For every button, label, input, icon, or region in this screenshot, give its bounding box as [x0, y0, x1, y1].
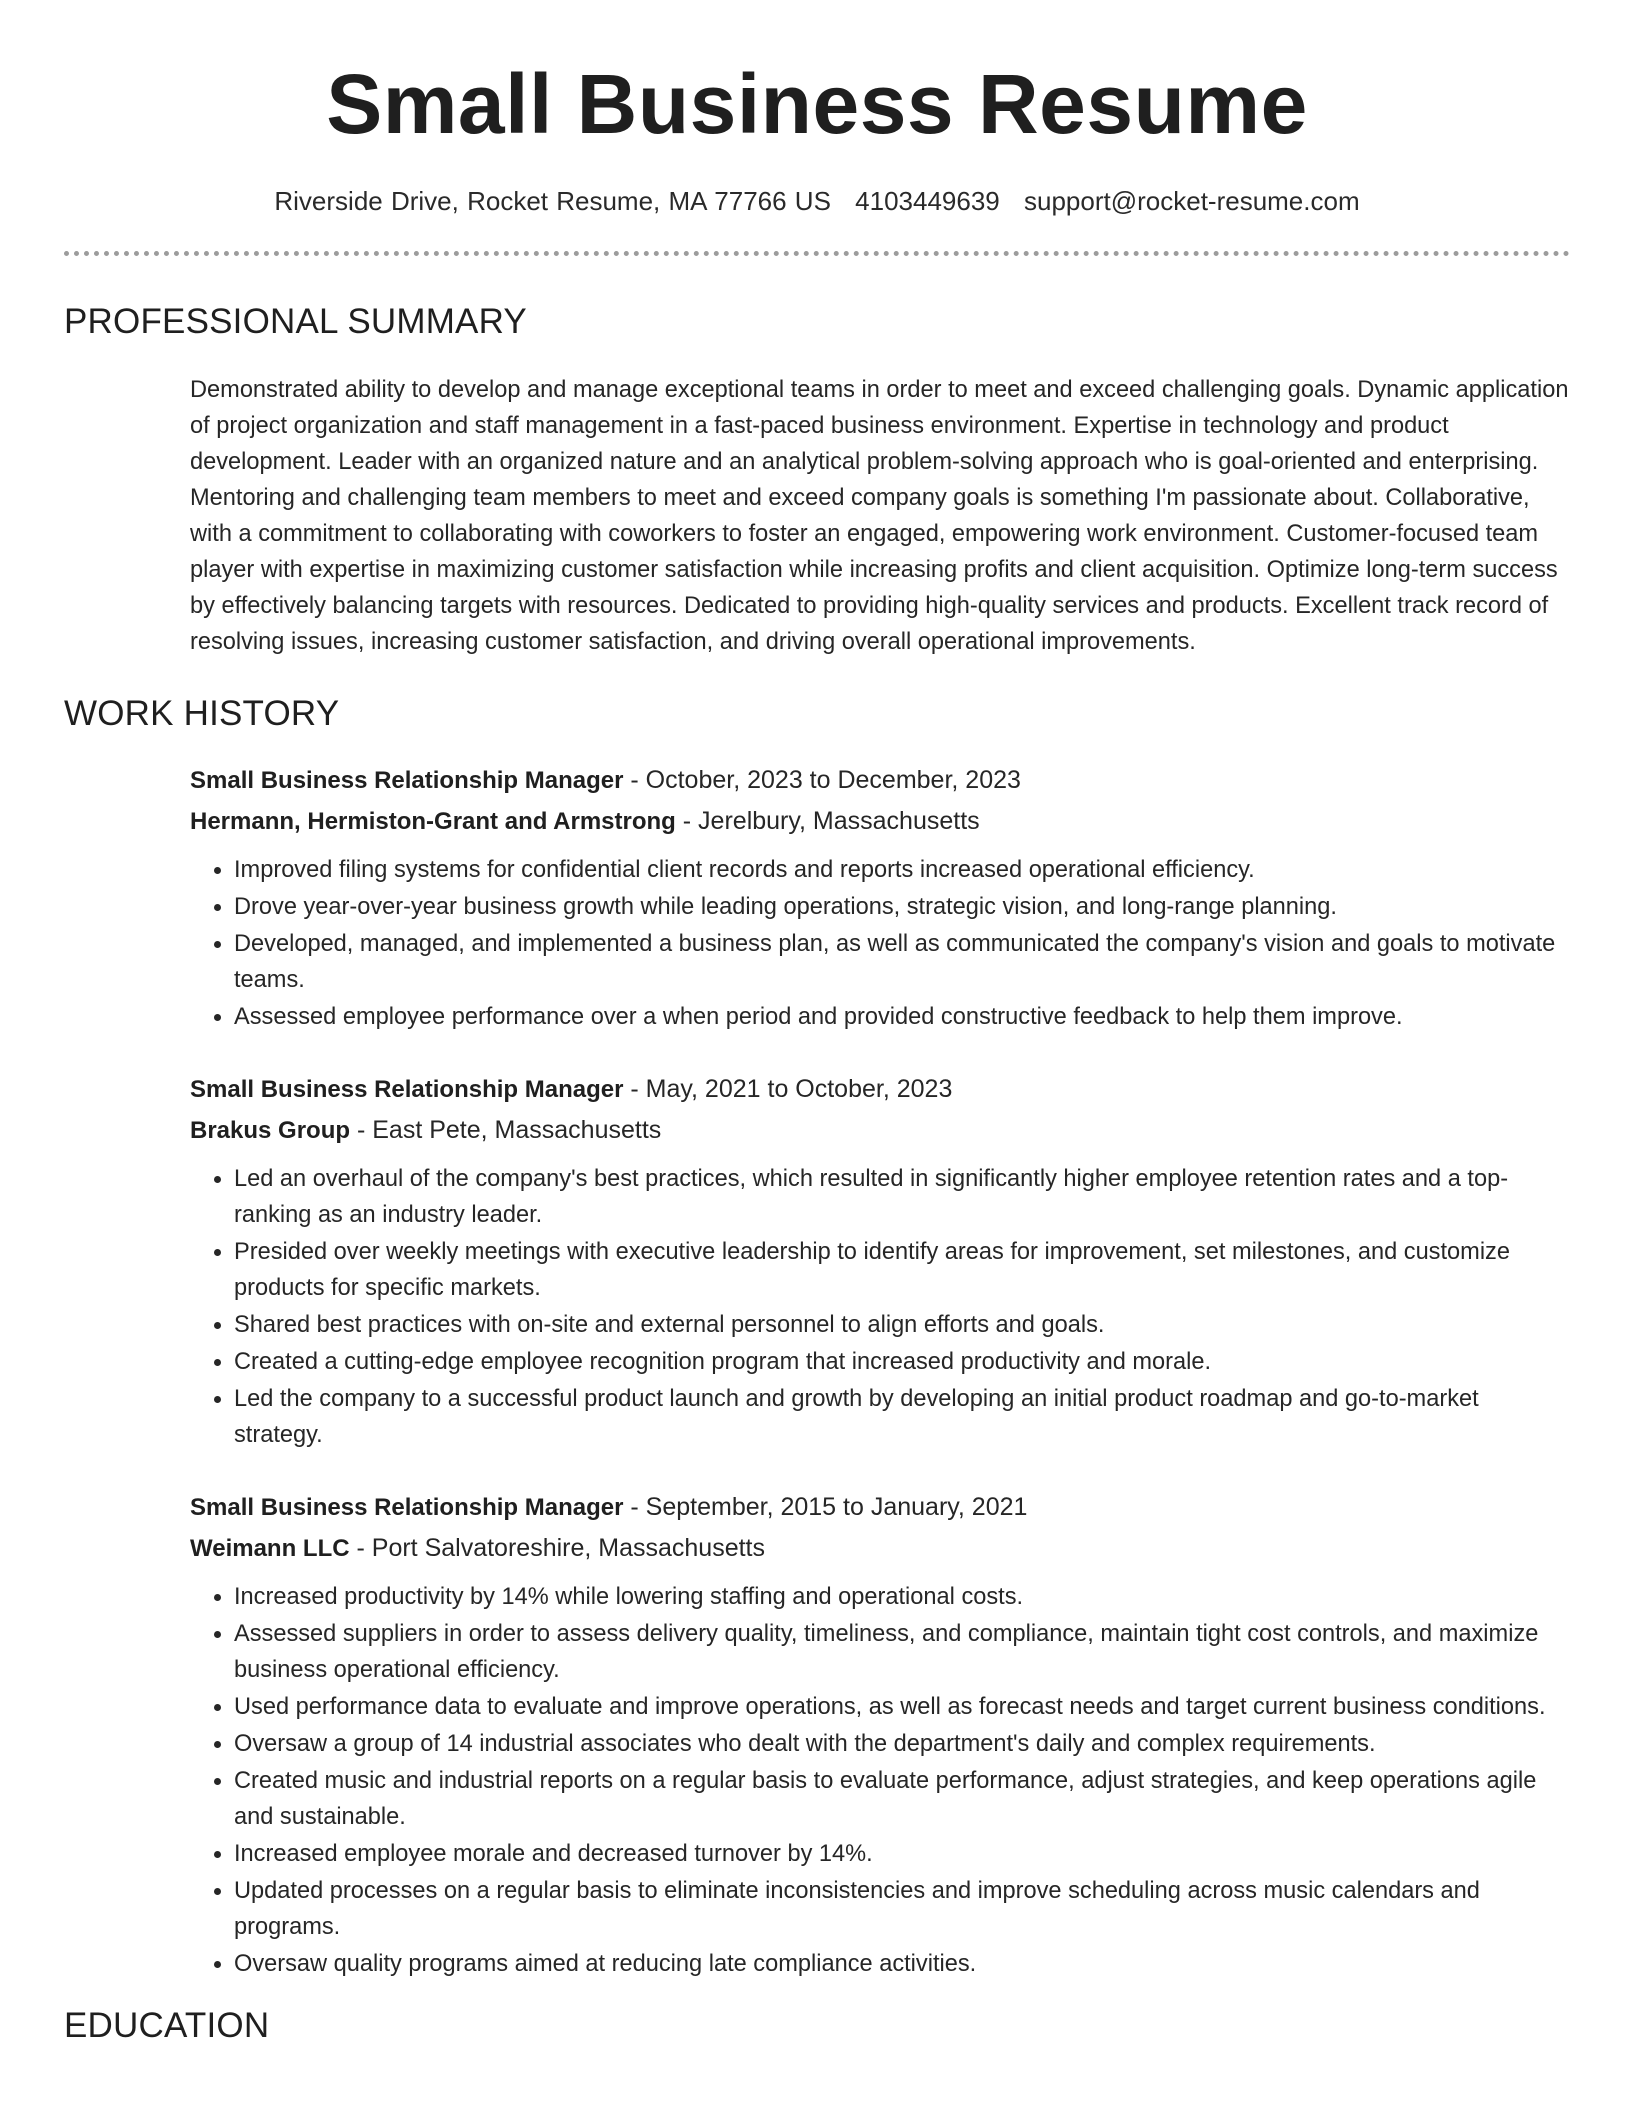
- job-title-line: [190, 1487, 1570, 1528]
- job-title: Small Business Relationship Manager: [190, 1494, 624, 1521]
- job-bullet: • Increased productivity by 14% while lowering staffing and operational costs.: [234, 1579, 1570, 1615]
- job-bullet: • Assessed suppliers in order to assess delivery quality, timeliness, and compliance, maintain tight cost controls, and maximize business operational efficiency.: [234, 1616, 1570, 1688]
- job-bullet: • Led an overhaul of the company's best practices, which resulted in significantly higher employee retention rates and a top-ranking as an industry leader.: [234, 1161, 1570, 1233]
- job-company-line: [190, 1528, 1570, 1569]
- job-company: Brakus Group: [190, 1117, 351, 1144]
- summary-text: Demonstrated ability to develop and manage exceptional teams in order to meet and exceed challenging goals. Dynamic application of project organization and staff management in a fast-paced business environment. Expertise in technology and product development. Leader with an organized nature and an analytical problem-solving approach who is goal-oriented and enterprising. Mentoring and challenging team members to meet and exceed company goals is something I'm passionate about. Collaborative, with a commitment to collaborating with coworkers to foster an engaged, empowering work environment. Customer-focused team player with expertise in maximizing customer satisfaction while increasing profits and client acquisition. Optimize long-term success by effectively balancing targets with resources. Dedicated to providing high-quality services and products. Excellent track record of resolving issues, increasing customer satisfaction, and driving overall operational improvements.: [190, 377, 1569, 655]
- job-bullet: • Shared best practices with on-site and external personnel to align efforts and goals.: [234, 1307, 1570, 1343]
- contact-line: [64, 186, 1570, 217]
- summary-heading: PROFESSIONAL SUMMARY: [64, 302, 527, 341]
- job-bullet: • Created music and industrial reports on a regular basis to evaluate performance, adjust strategies, and keep operations agile and sustainable.: [234, 1763, 1570, 1835]
- job-entry: [190, 1069, 1570, 1453]
- job-bullet: • Used performance data to evaluate and improve operations, as well as forecast needs and target current business conditions.: [234, 1689, 1570, 1725]
- job-entry: [190, 760, 1570, 1035]
- job-company-line: [190, 801, 1570, 842]
- education-heading: EDUCATION: [64, 2006, 270, 2045]
- job-bullet: • Led the company to a successful product launch and growth by developing an initial product roadmap and go-to-market strategy.: [234, 1381, 1570, 1453]
- job-title: Small Business Relationship Manager: [190, 1076, 624, 1103]
- header-divider: [64, 251, 1570, 256]
- job-title-line: [190, 1069, 1570, 1110]
- job-bullet: • Updated processes on a regular basis to eliminate inconsistencies and improve scheduling across music calendars and programs.: [234, 1873, 1570, 1945]
- job-dates: - September, 2015 to January, 2021: [623, 1493, 1028, 1521]
- job-title-line: [190, 760, 1570, 801]
- contact-email[interactable]: support@rocket-resume.com: [1024, 186, 1360, 216]
- job-dates: - October, 2023 to December, 2023: [623, 766, 1021, 794]
- job-title: Small Business Relationship Manager: [190, 767, 624, 794]
- job-company: Weimann LLC: [190, 1535, 350, 1562]
- resume-title: Small Business Resume: [326, 57, 1308, 151]
- job-company-line: [190, 1110, 1570, 1151]
- job-bullets: [190, 1161, 1570, 1453]
- job-bullet: • Assessed employee performance over a when period and provided constructive feedback to help them improve.: [234, 999, 1570, 1035]
- job-bullet: • Developed, managed, and implemented a business plan, as well as communicated the company's vision and goals to motivate teams.: [234, 926, 1570, 998]
- job-bullet: • Oversaw a group of 14 industrial associates who dealt with the department's daily and complex requirements.: [234, 1726, 1570, 1762]
- job-bullet: • Presided over weekly meetings with executive leadership to identify areas for improvement, set milestones, and customize products for specific markets.: [234, 1234, 1570, 1306]
- job-entry: [190, 1487, 1570, 1982]
- job-bullets: [190, 852, 1570, 1035]
- job-company: Hermann, Hermiston-Grant and Armstrong: [190, 808, 676, 835]
- contact-address: Riverside Drive, Rocket Resume, MA 77766 US: [274, 186, 831, 216]
- job-bullet: • Improved filing systems for confidential client records and reports increased operational efficiency.: [234, 852, 1570, 888]
- job-bullet: • Oversaw quality programs aimed at reducing late compliance activities.: [234, 1946, 1570, 1982]
- job-bullets: [190, 1579, 1570, 1982]
- job-dates: - May, 2021 to October, 2023: [623, 1075, 953, 1103]
- job-location: - East Pete, Massachusetts: [350, 1116, 662, 1144]
- work-history-heading: WORK HISTORY: [64, 694, 340, 733]
- job-bullet: • Created a cutting-edge employee recognition program that increased productivity and morale.: [234, 1344, 1570, 1380]
- resume-page: [64, 0, 1570, 2046]
- job-bullet: • Drove year-over-year business growth while leading operations, strategic vision, and long-range planning.: [234, 889, 1570, 925]
- job-bullet: • Increased employee morale and decreased turnover by 14%.: [234, 1836, 1570, 1872]
- job-location: - Jerelbury, Massachusetts: [675, 807, 980, 835]
- job-location: - Port Salvatoreshire, Massachusetts: [349, 1534, 766, 1562]
- contact-phone: 4103449639: [855, 186, 1000, 216]
